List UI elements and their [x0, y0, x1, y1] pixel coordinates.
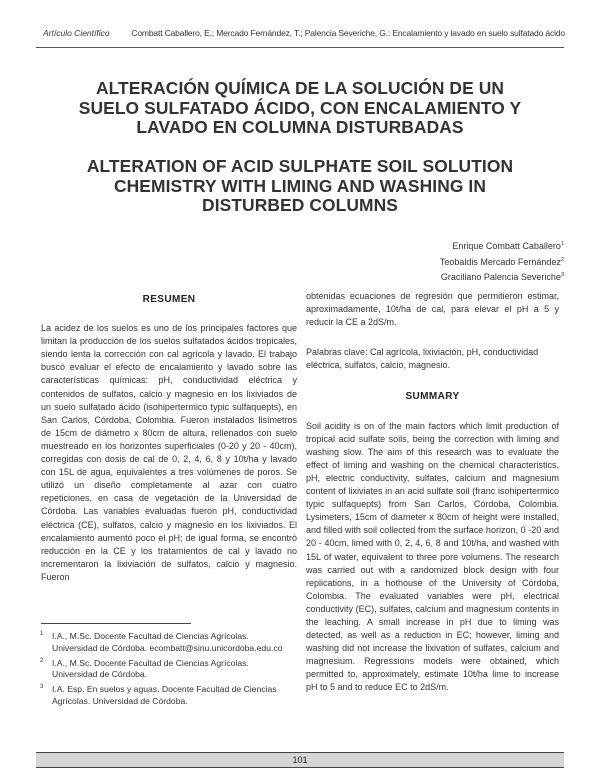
- keywords-es: Palabras clave: Cal agrícola, lixiviación, pH, conductividad eléctrica, sulfatos, calcio, magnesio.: [306, 347, 539, 371]
- title-es-line: SUELO SULFATADO ÁCIDO, CON ENCALAMIENTO Y: [78, 97, 522, 118]
- title-es-line: ALTERACIÓN QUÍMICA DE LA SOLUCIÓN DE UN: [95, 78, 505, 98]
- title-english: [40, 157, 560, 216]
- header-rule: [36, 47, 564, 48]
- page-footer: [36, 752, 564, 768]
- author: Enrique Combatt Caballero$^1$: [452, 241, 564, 251]
- author-list: [440, 238, 564, 285]
- resumen-continued: obtenidas ecuaciones de regresión que permitieron estimar, aproximadamente, 10t/ha de cal, para elevar el pH a 5 y reducir la CE a 2dS/m.: [306, 291, 559, 328]
- title-en-line: ALTERATION OF ACID SULPHATE SOIL SOLUTION: [86, 156, 514, 176]
- summary-heading: SUMMARY: [405, 391, 460, 403]
- resumen-heading: RESUMEN: [142, 294, 196, 305]
- title-en-line: DISTURBED COLUMNS: [202, 195, 398, 215]
- footnote-rule: [41, 623, 191, 624]
- title-es-line: LAVADO EN COLUMNA DISTURBADAS: [136, 117, 464, 137]
- resumen-body: La acidez de los suelos es uno de los principales factores que limitan la producción de los suelos sulfatados ácidos tropicales, siendo lenta la corrección con cal agrícola y lavado. El trabajo buscó evaluar el efecto de encalamiento y lavado sobre las características químicas: pH, conductividad eléctrica y contenidos de sulfatos, calcio y magnesio en los lixiviados de un suelo sulfatado ácido (isohipertermico typic sulfaquepts), en San Carlos, Córdoba, Colombia. Fueron instalados lisímetros de 15cm de diámetro x 80cm de altura, rellenados con suelo muestreado en los horizontes superficiales (0-20 y 20 - 40cm), corregidas con dosis de cal de 0, 2, 4, 6, 8 y 10t/ha y lavado con 15L de agua, equivalentes a tres volúmenes de poros. Se utilizó un diseño completamente al azar con cuatro repeticiones, en casa de vegetación de la Universidad de Córdoba. Las variables evaluadas fueron pH, conductividad eléctrica (CE), sulfatos, calcio y magnesio en los lixiviados. El encalamiento aumentó poco el pH; de igual forma, se encontró reducción en la CE y los tratamientos de cal y lavado no incrementaron la lixiviación de sulfatos, calcio y magnesio. Fueron: [41, 323, 297, 582]
- right-column: [306, 290, 559, 695]
- summary-body: Soil acidity is on of the main factors which limit production of tropical acid sulfate soils, being the correction with liming and washing slow. The aim of this research was to evaluate the effect of liming and washing on the chemical characteristics, pH, electric conductivity, sulfates, calcium and magnesium content of lixiviates in an acid sulfate soil (franc isohipertermico typic sulfaquepts) from San Carlos, Córdoba, Colombia. Lysimeters, 15cm of diameter x 80cm of height were installed, and filled with soil collected from the surface horizon, 0 -20 and 20 - 40cm, limed with 0, 2, 4, 6, 8 and 10t/ha, and washed with 15L of water, equivalent to three pore volumens. The research was carried out with a randomized block design with four replications, in a hothouse of the University of Córdoba, Colombia. The evaluated variables were pH, electrical conductivity (EC), sulfates, calcium and magnesium contents in the leaching. A small increase in pH due to liming was detected, as well as a reduction in EC; however, liming and washing did not increase the lixivation of sulfates, calcium and magnesium. Regressions models were obtained, which permitted to, approximately, estimate 10t/ha lime to increase pH to 5 and to reduce EC to 2dS/m.: [306, 420, 559, 693]
- running-title: Combatt Caballero, E.; Mercado Fernández, T.; Palencia Severiche, G.: Encalamiento y lavado en suelo sulfatado ácido: [131, 28, 565, 38]
- page-number: 101: [292, 755, 308, 765]
- title-en-line: CHEMISTRY WITH LIMING AND WASHING IN: [113, 175, 486, 196]
- running-header: [43, 28, 565, 42]
- footnote: 3 I.A. Esp. En suelos y aguas. Docente Facultad de Ciencias Agrícolas. Universidad de Córdoba.: [40, 684, 277, 706]
- footnotes: [38, 631, 296, 711]
- author: Teobaldis Mercado Fernández$^2$: [439, 256, 564, 267]
- left-column: [41, 293, 297, 584]
- section-label: Artículo Científico: [43, 28, 110, 38]
- footnote: 2 I.A., M.Sc. Docente Facultad de Ciencias Agrícolas. Universidad de Córdoba.: [40, 657, 249, 680]
- title-spanish: [40, 79, 560, 138]
- author: Graciliano Palencia Severiche$^3$: [440, 272, 564, 282]
- footnote: 1 I.A., M.Sc. Docente Facultad de Ciencias Agrícolas. Universidad de Córdoba. ecombatt@sinu.unicordoba.edu.co: [40, 631, 283, 653]
